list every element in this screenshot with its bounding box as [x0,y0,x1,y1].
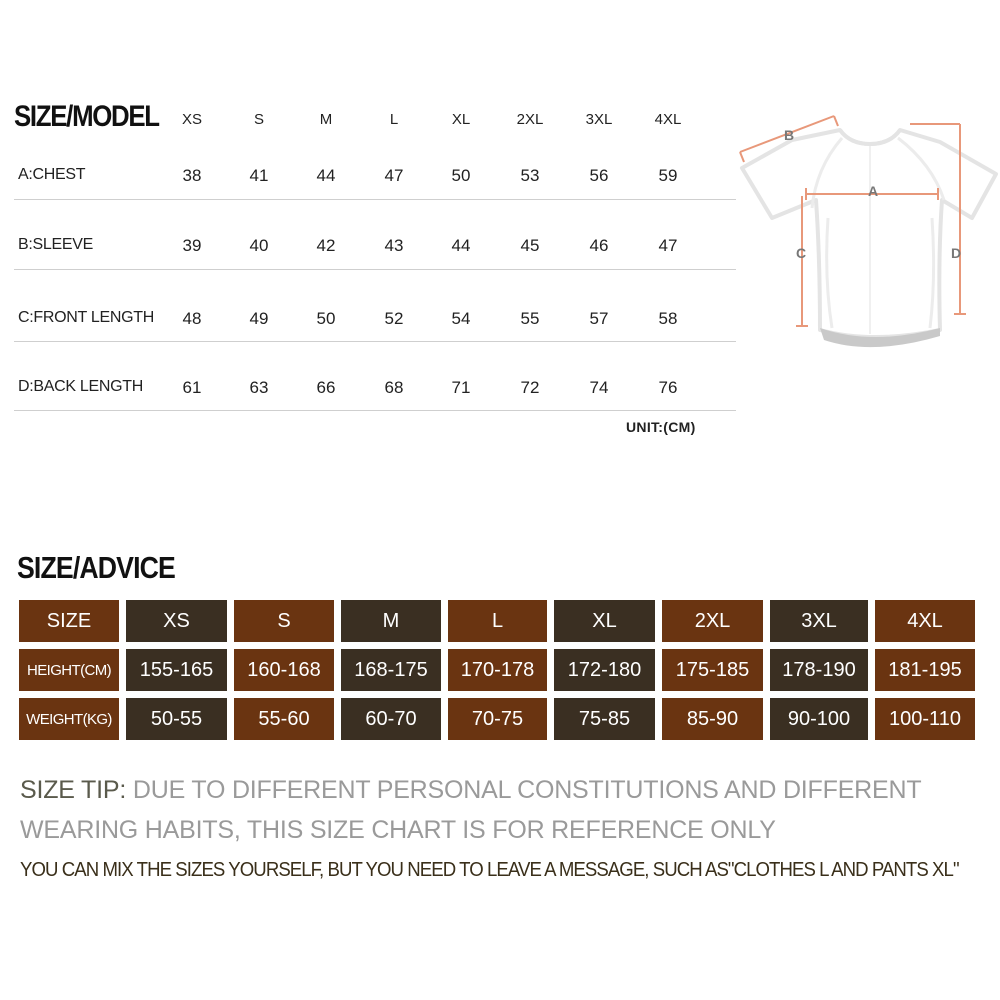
advice-cell: 172-180 [554,649,655,691]
size-advice-title: SIZE/ADVICE [17,550,175,585]
advice-cell: 168-175 [341,649,441,691]
row-divider [14,341,736,342]
mix-sizes-note: YOU CAN MIX THE SIZES YOURSELF, BUT YOU NEED TO LEAVE A MESSAGE, SUCH AS"CLOTHES L AND PANTS XL" [20,859,959,881]
row-value: 57 [589,309,609,328]
advice-header-3xl: 3XL [770,600,868,642]
row-divider [14,269,736,270]
row-value: 56 [589,166,609,185]
advice-header-xl: XL [554,600,655,642]
size-header-3xl: 3XL [585,111,613,128]
advice-cell: 50-55 [126,698,227,740]
advice-height-label: HEIGHT(CM) [19,649,119,691]
advice-header-m: M [341,600,441,642]
row-value: 52 [384,309,404,328]
row-value: 61 [182,378,202,397]
row-value: 71 [451,378,471,397]
jersey-measurement-diagram [732,108,1000,360]
row-value: 53 [520,166,540,185]
advice-cell: 90-100 [770,698,868,740]
row-value: 43 [384,236,404,255]
size-header-2xl: 2XL [516,111,544,128]
advice-header-xs: XS [126,600,227,642]
measure-label-d: D [951,245,962,261]
row-value: 55 [520,309,540,328]
size-header-xs: XS [181,111,202,128]
row-value: 38 [182,166,202,185]
size-model-title: SIZE/MODEL [14,100,159,133]
advice-cell: 75-85 [554,698,655,740]
row-value: 44 [451,236,471,255]
advice-header-size: SIZE [19,600,119,642]
advice-cell: 170-178 [448,649,547,691]
row-value: 40 [249,236,269,255]
row-value: 72 [520,378,540,397]
row-value: 46 [589,236,609,255]
advice-cell: 85-90 [662,698,763,740]
row-value: 63 [249,378,269,397]
size-tip-text: DUE TO DIFFERENT PERSONAL CONSTITUTIONS AND DIFFERENT WEARING HABITS, THIS SIZE CHART IS FOR REFERENCE ONLY [20,776,921,844]
row-value: 41 [249,166,269,185]
size-tip [20,770,990,850]
row-value: 44 [316,166,336,185]
size-header-l: L [389,111,399,128]
row-value: 47 [658,236,678,255]
row-value: 48 [182,309,202,328]
row-value: 66 [316,378,336,397]
size-header-m: M [319,111,333,128]
advice-header-l: L [448,600,547,642]
advice-header-2xl: 2XL [662,600,763,642]
advice-weight-label: WEIGHT(KG) [19,698,119,740]
row-divider [14,199,736,200]
advice-cell: 181-195 [875,649,975,691]
row-value: 39 [182,236,202,255]
row-value: 68 [384,378,404,397]
row-value: 74 [589,378,609,397]
row-value: 42 [316,236,336,255]
size-header-4xl: 4XL [654,111,682,128]
advice-cell: 160-168 [234,649,334,691]
measure-label-a: A [868,183,879,199]
advice-header-s: S [234,600,334,642]
advice-cell: 178-190 [770,649,868,691]
row-value: 50 [316,309,336,328]
row-label-sleeve: B:SLEEVE [18,236,93,253]
row-value: 49 [249,309,269,328]
row-label-front-length: C:FRONT LENGTH [18,309,154,326]
advice-cell: 70-75 [448,698,547,740]
advice-cell: 60-70 [341,698,441,740]
measure-label-b: B [784,127,795,143]
advice-header-4xl: 4XL [875,600,975,642]
measure-label-c: C [796,245,807,261]
row-divider [14,410,736,411]
row-value: 54 [451,309,471,328]
advice-cell: 100-110 [875,698,975,740]
size-header-xl: XL [451,111,471,128]
row-label-back-length: D:BACK LENGTH [18,378,144,395]
size-header-s: S [253,111,264,128]
advice-cell: 55-60 [234,698,334,740]
row-value: 58 [658,309,678,328]
advice-cell: 175-185 [662,649,763,691]
row-value: 45 [520,236,540,255]
row-value: 59 [658,166,678,185]
row-value: 50 [451,166,471,185]
row-value: 47 [384,166,404,185]
unit-label: UNIT:(CM) [626,419,696,435]
advice-cell: 155-165 [126,649,227,691]
row-value: 76 [658,378,678,397]
row-label-chest: A:CHEST [18,166,86,183]
size-tip-label: SIZE TIP: [20,776,133,804]
